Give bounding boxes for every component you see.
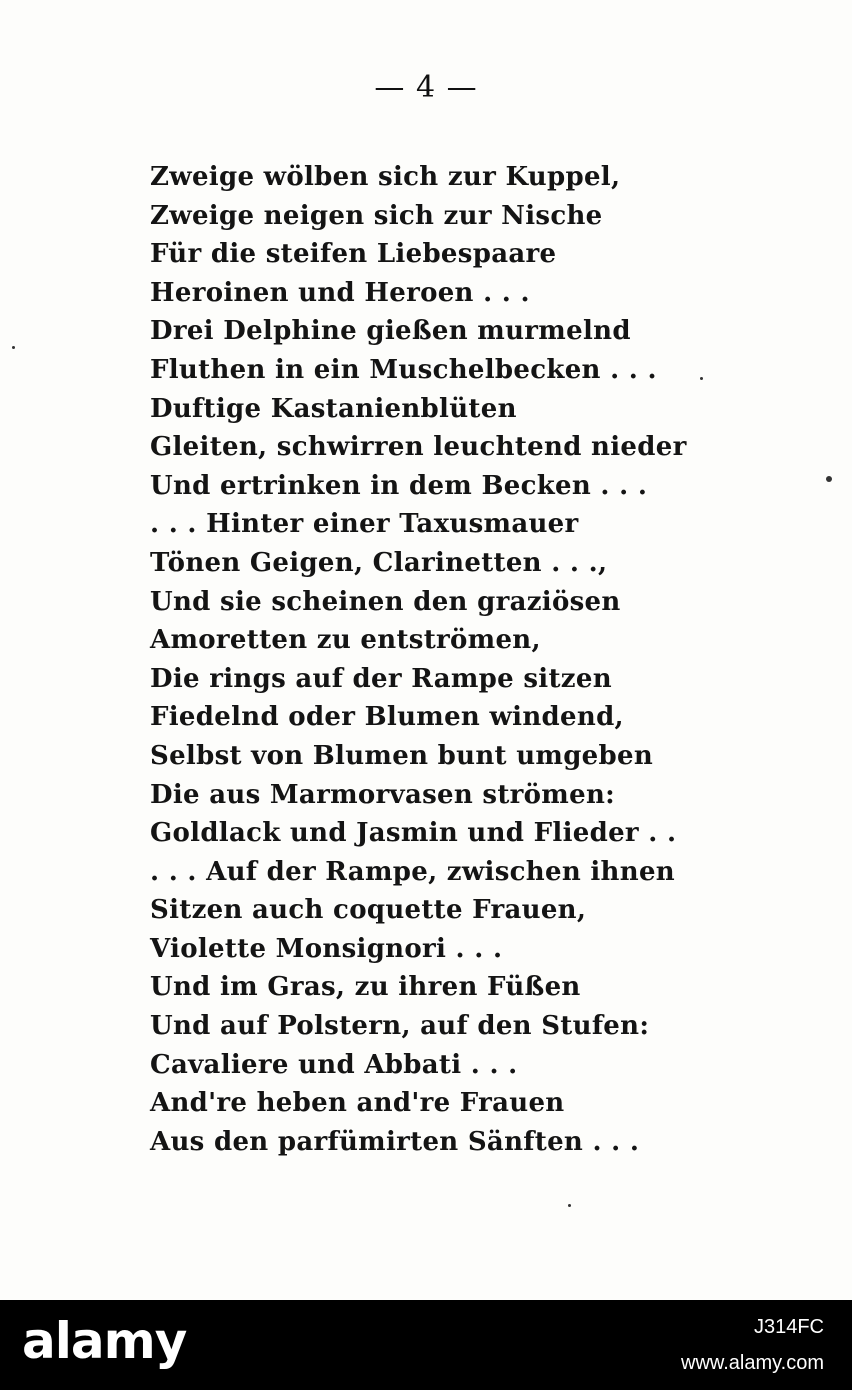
poem-verse (150, 158, 810, 1161)
page-number: — 4 — (374, 70, 478, 105)
ink-speck (12, 346, 15, 349)
verse-line: Und sie scheinen den graziösen (150, 586, 621, 617)
verse-line: Fiedelnd oder Blumen windend, (150, 702, 624, 733)
verse-line: Drei Delphine gießen murmelnd (150, 316, 631, 347)
verse-line: Zweige wölben sich zur Kuppel, (150, 162, 621, 192)
verse-line: . . . Hinter einer Taxusmauer (150, 509, 579, 540)
verse-line: Zweige neigen sich zur Nische (150, 200, 603, 231)
verse-line: Heroinen und Heroen . . . (150, 277, 530, 308)
verse-line: Und im Gras, zu ihren Füßen (150, 972, 581, 1003)
verse-line: Für die steifen Liebespaare (150, 239, 557, 270)
verse-line: Cavaliere und Abbati . . . (150, 1049, 518, 1080)
verse-line: Die rings auf der Rampe sitzen (150, 663, 612, 694)
verse-line: And're heben and're Frauen (150, 1088, 565, 1119)
ink-speck (568, 1204, 571, 1207)
verse-line: Und auf Polstern, auf den Stufen: (150, 1011, 650, 1042)
verse-line: Fluthen in ein Muschelbecken . . . (150, 354, 657, 385)
verse-line: Selbst von Blumen bunt umgeben (150, 740, 654, 771)
verse-line: Gleiten, schwirren leuchtend nieder (150, 432, 687, 463)
watermark-footer (0, 1300, 852, 1390)
verse-line: Goldlack und Jasmin und Flieder . . (150, 818, 677, 849)
ink-speck (700, 377, 703, 380)
site-url: www.alamy.com (681, 1352, 824, 1374)
verse-line: Duftige Kastanienblüten (150, 393, 517, 424)
verse-line: Amoretten zu entströmen, (150, 625, 541, 656)
brand-logo: alamy (22, 1312, 187, 1370)
verse-line: Und ertrinken in dem Becken . . . (150, 470, 648, 501)
verse-line: Violette Monsignori . . . (150, 933, 503, 964)
verse-line: Sitzen auch coquette Frauen, (150, 895, 587, 926)
image-id: J314FC (753, 1316, 824, 1338)
ink-speck (826, 476, 832, 482)
verse-line: Die aus Marmorvasen strömen: (150, 779, 616, 810)
verse-line: . . . Auf der Rampe, zwischen ihnen (150, 856, 676, 887)
verse-line: Tönen Geigen, Clarinetten . . ., (150, 547, 608, 578)
verse-line: Aus den parfümirten Sänften . . . (150, 1126, 640, 1157)
